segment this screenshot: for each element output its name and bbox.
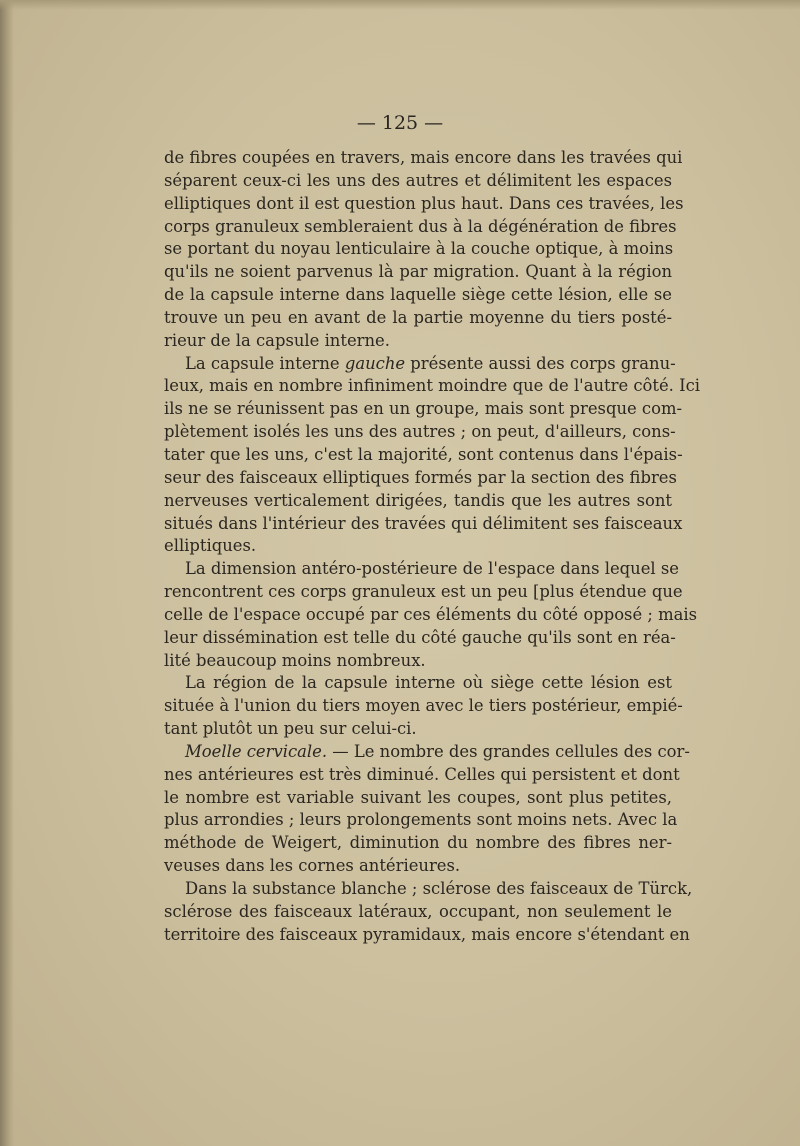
text-line: elliptiques. <box>164 536 257 556</box>
italic-term: Moelle cervicale. <box>185 741 328 761</box>
text-line: trouve un peu en avant de la partie moyenne du tiers posté- <box>164 307 672 327</box>
text-line: leur dissémination est telle du côté gauche qu'ils sont en réa- <box>164 627 676 647</box>
text-line: nerveuses verticalement dirigées, tandis que les autres sont <box>164 490 672 510</box>
text-line: La région de la capsule interne où siège cette lésion est <box>185 673 672 693</box>
page-edge-shadow <box>0 0 14 1146</box>
italic-term: gauche <box>344 353 406 373</box>
text-line: se portant du noyau lenticulaire à la couche optique, à moins <box>164 239 674 259</box>
text-line: leux, mais en nombre infiniment moindre que de l'autre côté. Ici <box>164 376 701 396</box>
text-line: seur des faisceaux elliptiques formés par la section des fibres <box>164 467 677 487</box>
text-line: méthode de Weigert, diminution du nombre des fibres ner- <box>164 833 672 853</box>
text-line: le nombre est variable suivant les coupes, sont plus petites, <box>164 787 672 807</box>
text-line: ils ne se réunissent pas en un groupe, mais sont presque com- <box>164 399 683 419</box>
text-line: corps granuleux sembleraient dus à la dégénération de fibres <box>164 216 677 236</box>
text-line: celle de l'espace occupé par ces éléments du côté opposé ; mais <box>164 604 698 624</box>
text-line: tant plutôt un peu sur celui-ci. <box>164 719 417 739</box>
text-line: territoire des faisceaux pyramidaux, mais encore s'étendant en <box>164 924 690 944</box>
text-line: séparent ceux-ci les uns des autres et délimitent les espaces <box>164 170 672 190</box>
text-line: sclérose des faisceaux latéraux, occupant, non seulement le <box>164 901 672 921</box>
text-line: plètement isolés les uns des autres ; on peut, d'ailleurs, cons- <box>164 422 676 442</box>
text-line: elliptiques dont il est question plus haut. Dans ces travées, les <box>164 193 684 213</box>
text-line: rieur de la capsule interne. <box>164 330 390 350</box>
page-number: — 125 — <box>356 112 444 134</box>
text-line: plus arrondies ; leurs prolongements sont moins nets. Avec la <box>164 810 678 830</box>
text-line: qu'ils ne soient parvenus là par migration. Quant à la région <box>164 262 672 282</box>
text-line: Dans la substance blanche ; sclérose des faisceaux de Türck, <box>185 879 693 898</box>
text-line: La dimension antéro-postérieure de l'espace dans lequel se <box>185 559 679 579</box>
text-line: rencontrent ces corps granuleux est un peu [plus étendue que <box>164 582 683 602</box>
body-text <box>164 147 701 947</box>
text-line: veuses dans les cornes antérieures. <box>164 856 461 876</box>
text-line: tater que les uns, c'est la majorité, sont contenus dans l'épais- <box>164 444 683 464</box>
text-line: nes antérieures est très diminué. Celles qui persistent et dont <box>164 764 680 784</box>
text-line: située à l'union du tiers moyen avec le tiers postérieur, empié- <box>164 696 683 716</box>
text-line: Moelle cervicale. — Le nombre des grandes cellules des cor- <box>185 741 690 761</box>
text-line: La capsule interne gauche présente aussi des corps granu- <box>185 353 676 373</box>
paragraph <box>164 878 693 947</box>
text-line: situés dans l'intérieur des travées qui délimitent ses faisceaux <box>164 513 683 533</box>
paragraph <box>164 147 684 353</box>
paragraph <box>164 741 690 878</box>
page-top-shadow <box>0 0 800 10</box>
text-line: de la capsule interne dans laquelle siège cette lésion, elle se <box>164 285 672 305</box>
paragraph <box>164 558 698 672</box>
text-line: lité beaucoup moins nombreux. <box>164 650 426 670</box>
paragraph <box>164 672 683 741</box>
text-line: de fibres coupées en travers, mais encore dans les travées qui <box>164 148 683 167</box>
paragraph <box>164 353 701 559</box>
